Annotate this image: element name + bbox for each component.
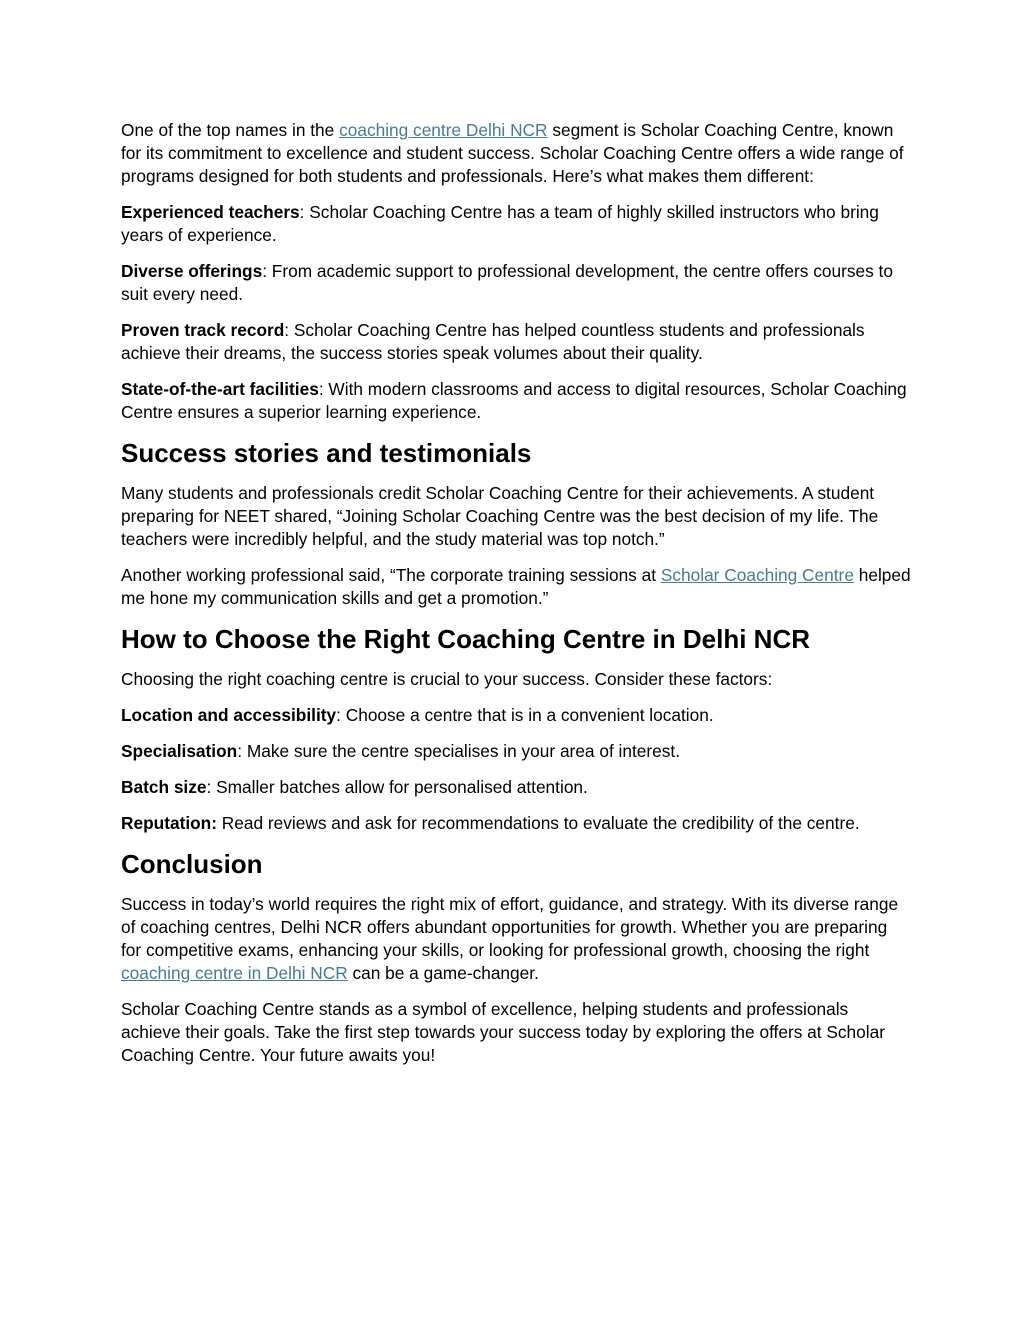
feature-desc: : Scholar Coaching Centre has helped countless students and professionals achieve their dreams, the success stories speak volumes about their quality. xyxy=(121,320,865,363)
feature-diverse-offerings xyxy=(121,260,911,306)
factor-desc: : Choose a centre that is in a convenient location. xyxy=(336,705,714,725)
scholar-coaching-centre-link[interactable]: Scholar Coaching Centre xyxy=(660,565,854,585)
intro-text-end: segment is Scholar Coaching Centre, known for its commitment to excellence and student success. Scholar Coaching Centre offers a wide range of programs designed for both students and professionals. Here’s what makes them different: xyxy=(121,120,904,186)
feature-term: Proven track record xyxy=(121,320,285,340)
feature-facilities xyxy=(121,378,911,424)
document-page xyxy=(121,119,911,1080)
factor-desc: Read reviews and ask for recommendations to evaluate the credibility of the centre. xyxy=(217,813,860,833)
feature-proven-track-record xyxy=(121,319,911,365)
factor-desc: : Make sure the centre specialises in your area of interest. xyxy=(237,741,681,761)
factor-term: Reputation: xyxy=(121,813,217,833)
success-text-end: helped me hone my communication skills and get a promotion.” xyxy=(121,565,911,608)
feature-desc: : With modern classrooms and access to digital resources, Scholar Coaching Centre ensures a superior learning experience. xyxy=(121,379,907,422)
choose-intro: Choosing the right coaching centre is crucial to your success. Consider these factors: xyxy=(121,669,773,689)
feature-term: State-of-the-art facilities xyxy=(121,379,319,399)
factor-reputation xyxy=(121,812,911,835)
intro-paragraph xyxy=(121,119,911,188)
intro-text-start: One of the top names in the xyxy=(121,120,340,140)
conclusion-text-end: can be a game-changer. xyxy=(347,963,539,983)
success-heading: Success stories and testimonials xyxy=(121,438,532,468)
feature-desc: : Scholar Coaching Centre has a team of highly skilled instructors who bring years of experience. xyxy=(121,202,879,245)
feature-experienced-teachers xyxy=(121,201,911,247)
success-text-start: Another working professional said, “The corporate training sessions at xyxy=(121,565,661,585)
feature-term: Diverse offerings xyxy=(121,261,263,281)
feature-term: Experienced teachers xyxy=(121,202,300,222)
factor-batch-size xyxy=(121,776,911,799)
factor-specialisation xyxy=(121,740,911,763)
success-paragraph-2 xyxy=(121,564,911,610)
conclusion-text-start: Success in today’s world requires the right mix of effort, guidance, and strategy. With its diverse range of coaching centres, Delhi NCR offers abundant opportunities for growth. Whether you are preparing for competitive exams, enhancing your skills, or looking for professional growth, choosing the right xyxy=(121,894,899,960)
conclusion-paragraph-2: Scholar Coaching Centre stands as a symbol of excellence, helping students and professionals achieve their goals. Take the first step towards your success today by exploring the offers at Scholar Coaching Centre. Your future awaits you! xyxy=(121,999,885,1065)
coaching-centre-in-delhi-ncr-link[interactable]: coaching centre in Delhi NCR xyxy=(121,963,348,983)
conclusion-heading: Conclusion xyxy=(121,849,263,879)
factor-location xyxy=(121,704,911,727)
factor-term: Location and accessibility xyxy=(121,705,337,725)
factor-term: Specialisation xyxy=(121,741,238,761)
coaching-centre-delhi-ncr-link[interactable]: coaching centre Delhi NCR xyxy=(339,120,548,140)
choose-heading: How to Choose the Right Coaching Centre in Delhi NCR xyxy=(121,624,810,654)
success-paragraph-1: Many students and professionals credit Scholar Coaching Centre for their achievements. A student preparing for NEET shared, “Joining Scholar Coaching Centre was the best decision of my life. The teachers were incredibly helpful, and the study material was top notch.” xyxy=(121,483,879,549)
conclusion-paragraph-1 xyxy=(121,893,911,985)
feature-desc: : From academic support to professional development, the centre offers courses to suit every need. xyxy=(121,261,893,304)
factor-desc: : Smaller batches allow for personalised attention. xyxy=(206,777,588,797)
factor-term: Batch size xyxy=(121,777,207,797)
